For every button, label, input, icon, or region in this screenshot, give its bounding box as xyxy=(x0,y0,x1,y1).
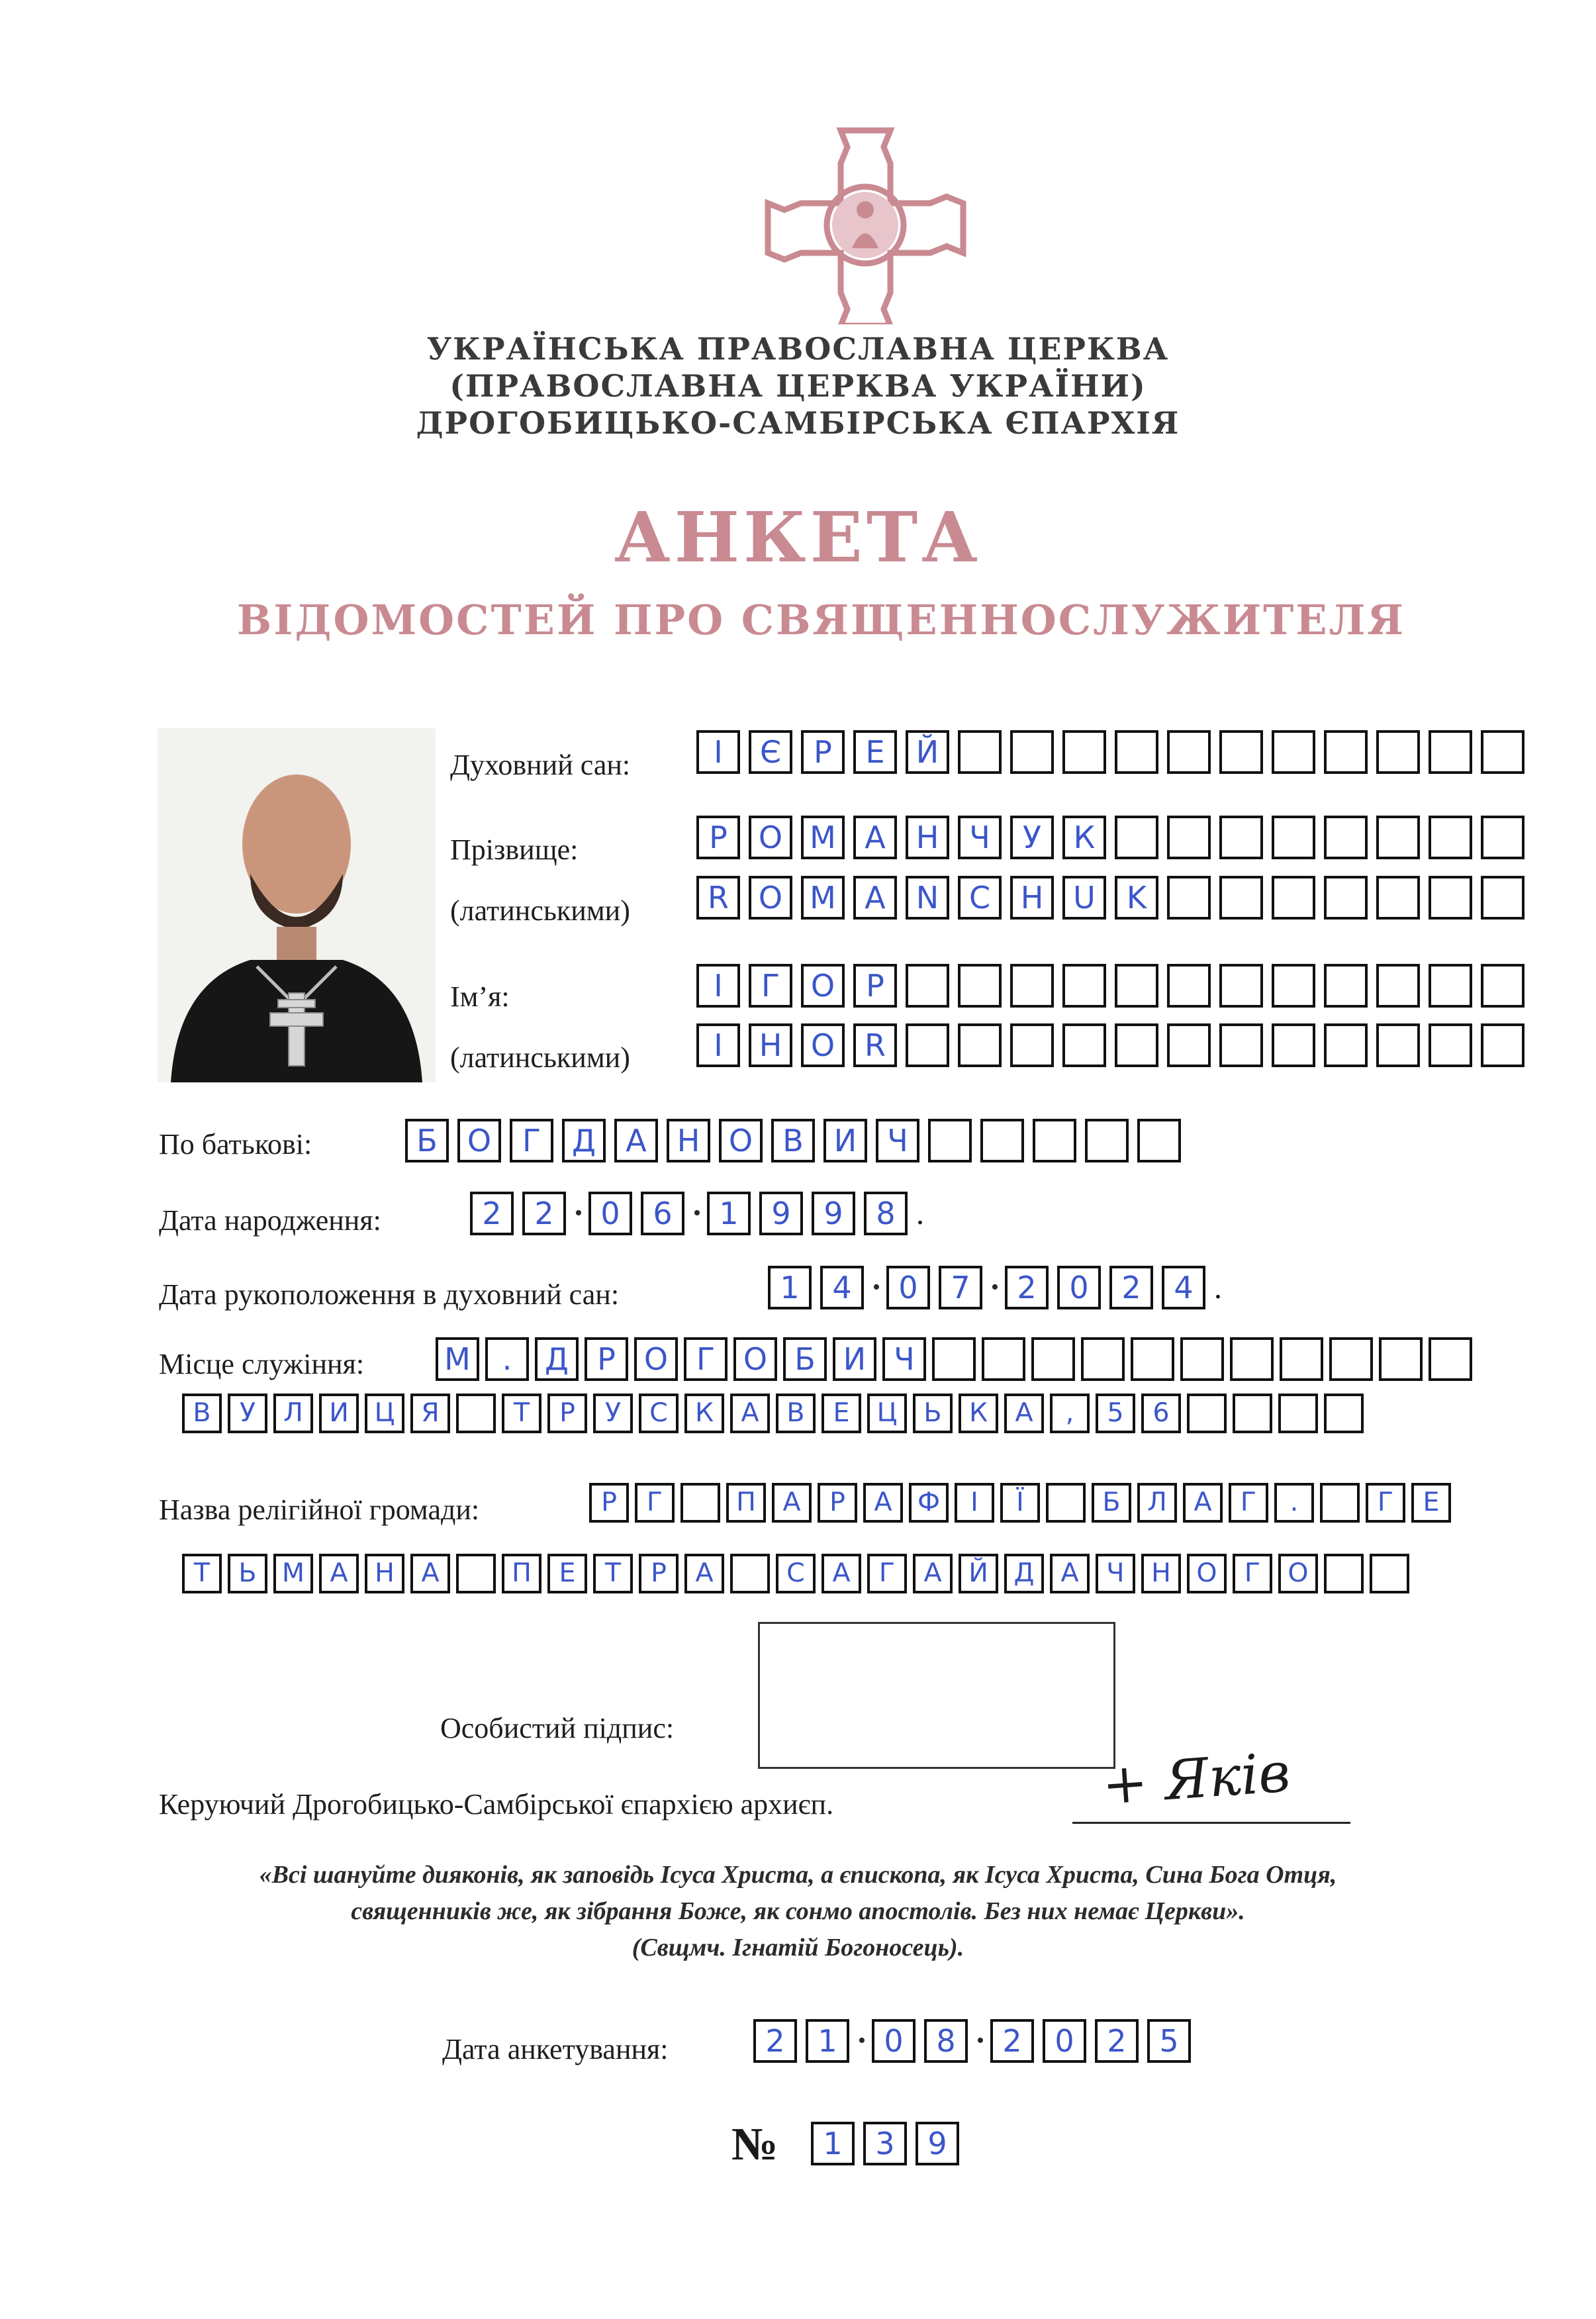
char-box[interactable] xyxy=(1324,1023,1368,1067)
char-box[interactable] xyxy=(958,1023,1002,1067)
char-box[interactable]: A xyxy=(853,876,897,920)
char-box[interactable]: Б xyxy=(405,1119,449,1162)
char-box[interactable]: Й xyxy=(959,1554,998,1593)
survey-date-label: Дата анкетування: xyxy=(442,2033,669,2065)
char-box[interactable]: Л xyxy=(1137,1483,1177,1523)
char-box[interactable] xyxy=(1062,964,1106,1008)
char-box[interactable] xyxy=(1081,1337,1125,1381)
char-box[interactable] xyxy=(1167,1023,1211,1067)
char-box[interactable]: 1 xyxy=(806,2019,849,2063)
char-box[interactable]: 2 xyxy=(990,2019,1034,2063)
char-box[interactable]: Н xyxy=(1141,1554,1181,1593)
char-box[interactable]: Ц xyxy=(365,1394,404,1433)
char-box[interactable] xyxy=(1481,964,1525,1008)
birth-date-label: Дата народження: xyxy=(159,1204,381,1237)
ordination-date-boxes[interactable] xyxy=(768,1266,1222,1309)
char-box[interactable] xyxy=(1085,1119,1129,1162)
char-box[interactable] xyxy=(958,730,1002,774)
char-box[interactable]: А xyxy=(1183,1483,1223,1523)
char-box[interactable]: 8 xyxy=(864,1192,908,1235)
char-box[interactable]: 9 xyxy=(812,1192,855,1235)
char-box[interactable] xyxy=(1324,964,1368,1008)
char-box[interactable]: С xyxy=(639,1394,679,1433)
char-box[interactable] xyxy=(1481,1023,1525,1067)
char-box[interactable]: Б xyxy=(783,1337,827,1381)
char-box[interactable] xyxy=(1429,816,1472,859)
char-box[interactable] xyxy=(1219,876,1263,920)
char-box[interactable]: Г xyxy=(510,1119,553,1162)
quote-line-1: «Всі шануйте дияконів, як заповідь Ісуса Христа, а єпископа, як Ісуса Христа, Сина Бога Отця, xyxy=(259,1861,1337,1889)
end-period: . xyxy=(1214,1270,1222,1305)
char-box[interactable]: 1 xyxy=(707,1192,751,1235)
char-box[interactable]: Н xyxy=(906,816,949,859)
char-box[interactable]: Р xyxy=(589,1483,629,1523)
char-box[interactable] xyxy=(1379,1337,1423,1381)
char-box[interactable]: 0 xyxy=(1043,2019,1086,2063)
char-box[interactable]: H xyxy=(749,1023,792,1067)
patronymic-label: По батькові: xyxy=(159,1128,312,1160)
char-box[interactable]: Т xyxy=(502,1394,541,1433)
char-box[interactable]: Ф xyxy=(909,1483,949,1523)
char-box[interactable]: В xyxy=(771,1119,815,1162)
char-box[interactable]: М xyxy=(436,1337,479,1381)
char-box[interactable] xyxy=(906,964,949,1008)
char-box[interactable] xyxy=(1219,1023,1263,1067)
char-box[interactable]: А xyxy=(772,1483,812,1523)
char-box[interactable]: U xyxy=(1062,876,1106,920)
char-box[interactable] xyxy=(1376,964,1420,1008)
char-box[interactable] xyxy=(1429,730,1472,774)
char-box[interactable]: К xyxy=(959,1394,998,1433)
char-box[interactable] xyxy=(1272,876,1315,920)
char-box[interactable] xyxy=(1272,730,1315,774)
patronymic-boxes[interactable] xyxy=(405,1119,1181,1162)
char-box[interactable]: 6 xyxy=(641,1192,684,1235)
char-box[interactable]: Н xyxy=(365,1554,404,1593)
char-box[interactable] xyxy=(1376,876,1420,920)
char-box[interactable]: 9 xyxy=(915,2122,959,2165)
rank-label: Духовний сан: xyxy=(450,749,631,781)
char-box[interactable] xyxy=(1046,1483,1086,1523)
date-separator: • xyxy=(693,1201,701,1225)
char-box[interactable]: 0 xyxy=(886,1266,930,1309)
surname-boxes[interactable] xyxy=(696,816,1525,859)
date-separator: • xyxy=(872,1275,880,1300)
char-box[interactable]: Ц xyxy=(867,1394,907,1433)
char-box[interactable]: N xyxy=(906,876,949,920)
char-box[interactable] xyxy=(1115,1023,1158,1067)
char-box[interactable]: Р xyxy=(639,1554,679,1593)
char-box[interactable] xyxy=(1010,1023,1054,1067)
char-box[interactable] xyxy=(730,1554,770,1593)
char-box[interactable] xyxy=(1429,876,1472,920)
char-box[interactable]: Д xyxy=(535,1337,579,1381)
survey-date-boxes[interactable] xyxy=(753,2019,1191,2063)
char-box[interactable]: І xyxy=(696,964,740,1008)
name-boxes[interactable] xyxy=(696,964,1525,1008)
char-box[interactable]: M xyxy=(801,876,845,920)
char-box[interactable] xyxy=(1010,730,1054,774)
char-box[interactable]: Г xyxy=(1229,1483,1268,1523)
surname-label: Прізвище: xyxy=(450,833,579,866)
char-box[interactable]: 7 xyxy=(939,1266,982,1309)
char-box[interactable]: 5 xyxy=(1096,1394,1135,1433)
church-name: УКРАЇНСЬКА ПРАВОСЛАВНА ЦЕРКВА xyxy=(426,331,1170,367)
community-boxes-2[interactable] xyxy=(182,1554,1409,1593)
char-box[interactable] xyxy=(1481,730,1525,774)
char-box[interactable]: Р xyxy=(853,964,897,1008)
char-box[interactable]: Р xyxy=(818,1483,857,1523)
char-box[interactable]: Р xyxy=(585,1337,628,1381)
char-box[interactable]: К xyxy=(1062,816,1106,859)
char-box[interactable]: І xyxy=(696,730,740,774)
char-box[interactable]: I xyxy=(696,1023,740,1067)
char-box[interactable]: О xyxy=(457,1119,501,1162)
char-box[interactable] xyxy=(932,1337,976,1381)
char-box[interactable]: , xyxy=(1050,1394,1090,1433)
char-box[interactable]: 2 xyxy=(1095,2019,1139,2063)
char-box[interactable]: 6 xyxy=(1141,1394,1181,1433)
service-place-boxes-1[interactable] xyxy=(436,1337,1472,1381)
char-box[interactable]: 2 xyxy=(1109,1266,1153,1309)
char-box[interactable]: Г xyxy=(684,1337,728,1381)
char-box[interactable]: Л xyxy=(273,1394,313,1433)
char-box[interactable]: 2 xyxy=(522,1192,566,1235)
char-box[interactable]: Ь xyxy=(913,1394,953,1433)
char-box[interactable]: 1 xyxy=(811,2122,855,2165)
char-box[interactable]: Б xyxy=(1092,1483,1131,1523)
char-box[interactable] xyxy=(1219,816,1263,859)
char-box[interactable] xyxy=(958,964,1002,1008)
service-place-label: Місце служіння: xyxy=(159,1348,365,1380)
quote-line-2: священників же, як зібрання Боже, як сонмо апостолів. Без них немає Церкви». xyxy=(351,1897,1245,1925)
char-box[interactable]: R xyxy=(696,876,740,920)
char-box[interactable] xyxy=(1376,816,1420,859)
char-box[interactable]: 3 xyxy=(863,2122,907,2165)
char-box[interactable]: Ч xyxy=(882,1337,926,1381)
priest-photo xyxy=(158,728,436,1082)
char-box[interactable]: П xyxy=(502,1554,541,1593)
char-box[interactable]: 4 xyxy=(820,1266,864,1309)
bishop-underline xyxy=(1072,1822,1350,1824)
char-box[interactable] xyxy=(1115,816,1158,859)
char-box[interactable] xyxy=(1167,730,1211,774)
char-box[interactable] xyxy=(1167,964,1211,1008)
char-box[interactable]: О xyxy=(1278,1554,1318,1593)
number-boxes[interactable] xyxy=(811,2122,959,2165)
char-box[interactable] xyxy=(1429,964,1472,1008)
char-box[interactable] xyxy=(1376,1023,1420,1067)
char-box[interactable]: 8 xyxy=(924,2019,968,2063)
church-name-alt: (ПРАВОСЛАВНА ЦЕРКВА УКРАЇНИ) xyxy=(449,368,1147,404)
char-box[interactable]: Ч xyxy=(958,816,1002,859)
ordination-date-label: Дата рукоположення в духовний сан: xyxy=(159,1278,620,1311)
char-box[interactable]: А xyxy=(684,1554,724,1593)
char-box[interactable]: Г xyxy=(635,1483,675,1523)
char-box[interactable]: М xyxy=(273,1554,313,1593)
char-box[interactable] xyxy=(1324,876,1368,920)
char-box[interactable]: Ч xyxy=(876,1119,919,1162)
char-box[interactable]: Д xyxy=(1004,1554,1044,1593)
char-box[interactable]: О xyxy=(1187,1554,1227,1593)
char-box[interactable]: Є xyxy=(749,730,792,774)
rank-boxes[interactable] xyxy=(696,730,1525,774)
char-box[interactable] xyxy=(1320,1483,1360,1523)
char-box[interactable] xyxy=(1370,1554,1409,1593)
signature-label: Особистий підпис: xyxy=(440,1712,675,1744)
char-box[interactable] xyxy=(1272,816,1315,859)
char-box[interactable]: 2 xyxy=(1005,1266,1049,1309)
char-box[interactable] xyxy=(1481,876,1525,920)
char-box[interactable] xyxy=(1115,964,1158,1008)
char-box[interactable]: Д xyxy=(562,1119,606,1162)
char-box[interactable] xyxy=(1180,1337,1224,1381)
char-box[interactable] xyxy=(906,1023,949,1067)
name-latin-boxes[interactable] xyxy=(696,1023,1525,1067)
char-box[interactable]: 2 xyxy=(470,1192,514,1235)
char-box[interactable] xyxy=(1167,876,1211,920)
char-box[interactable]: І xyxy=(955,1483,994,1523)
char-box[interactable] xyxy=(1187,1394,1227,1433)
char-box[interactable]: А xyxy=(913,1554,953,1593)
char-box[interactable] xyxy=(982,1337,1025,1381)
char-box[interactable] xyxy=(456,1554,496,1593)
char-box[interactable]: 1 xyxy=(768,1266,812,1309)
char-box[interactable] xyxy=(1115,730,1158,774)
char-box[interactable] xyxy=(1062,730,1106,774)
char-box[interactable]: O xyxy=(801,1023,845,1067)
char-box[interactable] xyxy=(1278,1394,1318,1433)
char-box[interactable]: П xyxy=(726,1483,766,1523)
char-box[interactable]: Р xyxy=(547,1394,587,1433)
char-box[interactable]: . xyxy=(1274,1483,1314,1523)
char-box[interactable]: И xyxy=(833,1337,876,1381)
name-label: Ім’я: xyxy=(450,980,510,1013)
char-box[interactable]: О xyxy=(801,964,845,1008)
char-box[interactable]: Е xyxy=(821,1394,861,1433)
date-separator: • xyxy=(991,1275,999,1300)
eparchy-name: ДРОГОБИЦЬКО-САМБІРСЬКА ЄПАРХІЯ xyxy=(416,405,1180,441)
char-box[interactable]: 5 xyxy=(1147,2019,1191,2063)
char-box[interactable]: Ї xyxy=(1000,1483,1040,1523)
char-box[interactable]: У xyxy=(1010,816,1054,859)
name-latin-label: (латинськими) xyxy=(450,1041,630,1074)
number-symbol: № xyxy=(731,2119,778,2170)
char-box[interactable]: 0 xyxy=(588,1192,632,1235)
char-box[interactable]: У xyxy=(593,1394,633,1433)
char-box[interactable]: Г xyxy=(1366,1483,1405,1523)
char-box[interactable]: Г xyxy=(1233,1554,1272,1593)
char-box[interactable] xyxy=(1010,964,1054,1008)
char-box[interactable]: А xyxy=(853,816,897,859)
char-box[interactable]: О xyxy=(733,1337,777,1381)
date-separator: • xyxy=(575,1201,583,1225)
surname-latin-label: (латинськими) xyxy=(450,894,630,927)
char-box[interactable]: C xyxy=(958,876,1002,920)
bishop-line: Керуючий Дрогобицько-Самбірської єпархією архиєп. xyxy=(159,1788,834,1821)
date-separator: • xyxy=(976,2028,984,2053)
char-box[interactable]: А xyxy=(1050,1554,1090,1593)
char-box[interactable]: А xyxy=(730,1394,770,1433)
char-box[interactable] xyxy=(456,1394,496,1433)
char-box[interactable]: R xyxy=(853,1023,897,1067)
char-box[interactable]: В xyxy=(776,1394,816,1433)
char-box[interactable]: И xyxy=(823,1119,867,1162)
char-box[interactable]: Р xyxy=(696,816,740,859)
char-box[interactable]: H xyxy=(1010,876,1054,920)
char-box[interactable]: Р xyxy=(801,730,845,774)
quote-author: (Свщмч. Ігнатій Богоносець). xyxy=(632,1934,964,1962)
char-box[interactable] xyxy=(1062,1023,1106,1067)
char-box[interactable]: Й xyxy=(906,730,949,774)
community-boxes-1[interactable] xyxy=(589,1483,1451,1523)
char-box[interactable] xyxy=(1324,730,1368,774)
char-box[interactable]: А xyxy=(821,1554,861,1593)
service-place-boxes-2[interactable] xyxy=(182,1394,1364,1433)
char-box[interactable]: 0 xyxy=(1057,1266,1101,1309)
char-box[interactable] xyxy=(1324,1554,1364,1593)
char-box[interactable]: С xyxy=(776,1554,816,1593)
char-box[interactable]: Е xyxy=(1411,1483,1451,1523)
char-box[interactable] xyxy=(980,1119,1024,1162)
char-box[interactable]: . xyxy=(485,1337,529,1381)
char-box[interactable]: А xyxy=(319,1554,359,1593)
char-box[interactable] xyxy=(1219,964,1263,1008)
char-box[interactable]: В xyxy=(182,1394,222,1433)
signature-box[interactable] xyxy=(758,1622,1115,1769)
char-box[interactable]: Е xyxy=(547,1554,587,1593)
char-box[interactable]: И xyxy=(319,1394,359,1433)
char-box[interactable]: О xyxy=(634,1337,678,1381)
char-box[interactable]: К xyxy=(684,1394,724,1433)
char-box[interactable] xyxy=(1280,1337,1323,1381)
char-box[interactable]: Н xyxy=(667,1119,710,1162)
form-subtitle: ВІДОМОСТЕЙ ПРО СВЯЩЕННОСЛУЖИТЕЛЯ xyxy=(236,596,1406,644)
char-box[interactable] xyxy=(1230,1337,1274,1381)
char-box[interactable] xyxy=(1429,1023,1472,1067)
char-box[interactable]: У xyxy=(228,1394,267,1433)
char-box[interactable] xyxy=(1219,730,1263,774)
char-box[interactable]: 0 xyxy=(872,2019,915,2063)
char-box[interactable]: 9 xyxy=(759,1192,803,1235)
char-box[interactable] xyxy=(1131,1337,1174,1381)
char-box[interactable] xyxy=(1324,816,1368,859)
char-box[interactable] xyxy=(1481,816,1525,859)
bishop-signature: + Яків xyxy=(1100,1741,1292,1817)
char-box[interactable]: Ь xyxy=(228,1554,267,1593)
char-box[interactable]: А xyxy=(863,1483,903,1523)
char-box[interactable] xyxy=(1272,1023,1315,1067)
char-box[interactable] xyxy=(1324,1394,1364,1433)
char-box[interactable]: 2 xyxy=(753,2019,797,2063)
char-box[interactable] xyxy=(1031,1337,1075,1381)
char-box[interactable] xyxy=(1033,1119,1076,1162)
char-box[interactable]: О xyxy=(749,816,792,859)
char-box[interactable]: O xyxy=(749,876,792,920)
char-box[interactable]: М xyxy=(801,816,845,859)
char-box[interactable]: А xyxy=(410,1554,450,1593)
surname-latin-boxes[interactable] xyxy=(696,876,1525,920)
char-box[interactable] xyxy=(1137,1119,1181,1162)
char-box[interactable]: Ч xyxy=(1096,1554,1135,1593)
char-box[interactable]: Е xyxy=(853,730,897,774)
char-box[interactable] xyxy=(1233,1394,1272,1433)
char-box[interactable] xyxy=(1376,730,1420,774)
end-period: . xyxy=(916,1196,924,1231)
orthodox-cross-emblem-icon xyxy=(761,122,970,324)
char-box[interactable]: А xyxy=(614,1119,658,1162)
form-title: АНКЕТА xyxy=(614,497,982,578)
char-box[interactable] xyxy=(1272,964,1315,1008)
community-label: Назва релігійної громади: xyxy=(159,1493,480,1526)
char-box[interactable] xyxy=(681,1483,720,1523)
char-box[interactable] xyxy=(1329,1337,1373,1381)
char-box[interactable]: Г xyxy=(749,964,792,1008)
char-box[interactable] xyxy=(1429,1337,1472,1381)
char-box[interactable]: О xyxy=(719,1119,763,1162)
date-separator: • xyxy=(858,2028,866,2053)
char-box[interactable]: Т xyxy=(593,1554,633,1593)
char-box[interactable]: 4 xyxy=(1162,1266,1205,1309)
char-box[interactable] xyxy=(1167,816,1211,859)
char-box[interactable]: А xyxy=(1004,1394,1044,1433)
birth-date-boxes[interactable] xyxy=(470,1192,924,1235)
char-box[interactable] xyxy=(928,1119,972,1162)
char-box[interactable]: Я xyxy=(410,1394,450,1433)
char-box[interactable]: Т xyxy=(182,1554,222,1593)
char-box[interactable]: Г xyxy=(867,1554,907,1593)
char-box[interactable]: K xyxy=(1115,876,1158,920)
